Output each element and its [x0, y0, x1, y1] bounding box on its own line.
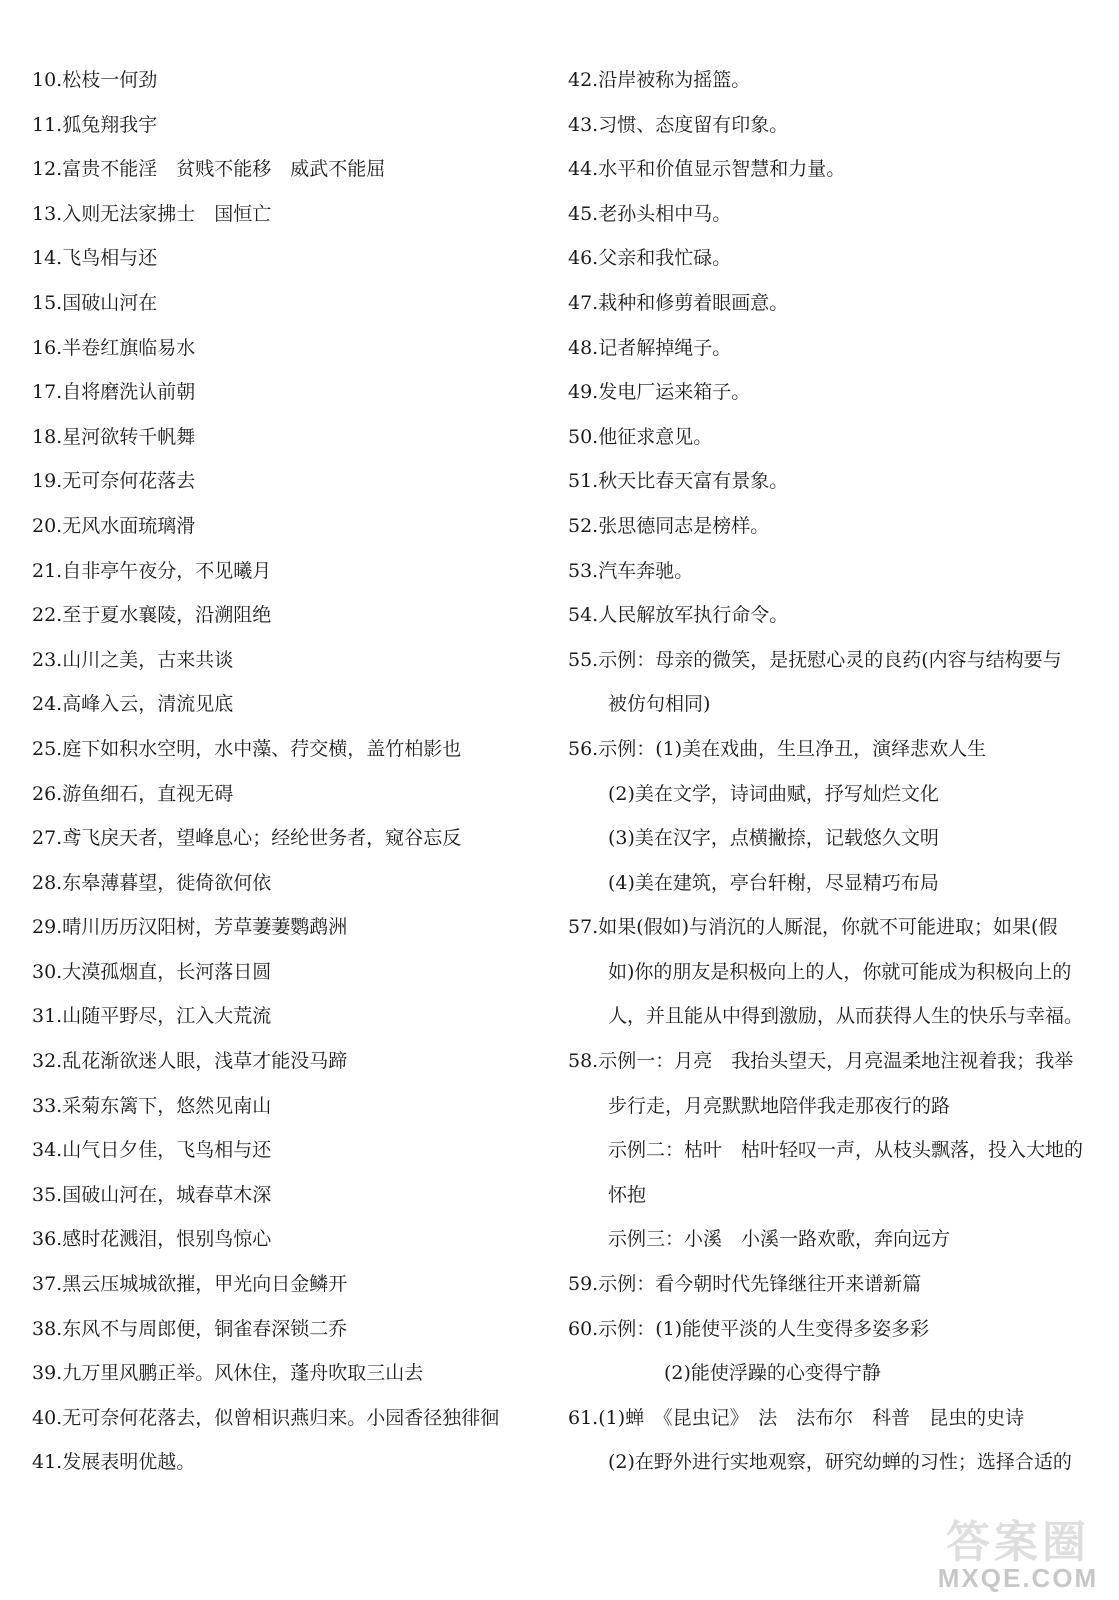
answer-line: 24.高峰入云，清流见底 [32, 693, 234, 716]
answer-line: 45.老孙头相中马。 [568, 202, 732, 225]
answer-line: 18.星河欲转千帆舞 [32, 425, 196, 448]
answer-line: 52.张思德同志是榜样。 [568, 514, 770, 537]
answer-line: (2)能使浮躁的心变得宁静 [664, 1362, 881, 1385]
answer-line: 25.庭下如积水空明，水中藻、荇交横，盖竹柏影也 [32, 737, 462, 760]
answer-line: 17.自将磨洗认前朝 [32, 381, 196, 404]
watermark-logo [923, 1506, 1113, 1596]
answer-line: 39.九万里风鹏正举。风休住，蓬舟吹取三山去 [32, 1362, 424, 1385]
answer-line: (4)美在建筑，亭台轩榭，尽显精巧布局 [608, 871, 939, 894]
answer-line: (2)美在文学，诗词曲赋，抒写灿烂文化 [608, 782, 939, 805]
answer-line: 被仿句相同) [608, 693, 711, 716]
answer-line: 42.沿岸被称为摇篮。 [568, 69, 751, 91]
answer-line: 43.习惯、态度留有印象。 [568, 113, 789, 136]
answer-line: 人，并且能从中得到激励，从而获得人生的快乐与幸福。 [608, 1005, 1084, 1028]
answer-line: 58.示例一：月亮 我抬头望天，月亮温柔地注视着我；我举 [568, 1050, 1074, 1073]
answer-line: 23.山川之美，古来共谈 [32, 648, 234, 671]
answer-line: 54.人民解放军执行命令。 [568, 604, 789, 627]
left-answer-column [32, 58, 552, 1485]
answer-line: 41.发展表明优越。 [32, 1451, 196, 1474]
answer-line: 35.国破山河在，城春草木深 [32, 1183, 272, 1206]
answer-line: 40.无可奈何花落去，似曾相识燕归来。小园香径独徘徊 [32, 1406, 500, 1429]
answer-line: 21.自非亭午夜分，不见曦月 [32, 559, 272, 582]
answer-line: 57.如果(假如)与消沉的人厮混，你就不可能进取；如果(假 [568, 916, 1058, 939]
answer-line: 36.感时花溅泪，恨别鸟惊心 [32, 1228, 272, 1251]
answer-line: 如)你的朋友是积极向上的人，你就可能成为积极向上的 [608, 960, 1072, 983]
answer-line: 22.至于夏水襄陵，沿溯阻绝 [32, 604, 272, 627]
answer-line: 26.游鱼细石，直视无碍 [32, 782, 234, 805]
answer-line: 48.记者解掉绳子。 [568, 336, 732, 359]
answer-line: 44.水平和价值显示智慧和力量。 [568, 158, 846, 181]
answer-line: 12.富贵不能淫 贫贱不能移 威武不能屈 [32, 158, 386, 181]
answer-line: 28.东皋薄暮望，徙倚欲何依 [32, 871, 272, 894]
answer-line: 51.秋天比春天富有景象。 [568, 470, 789, 493]
answer-line: 30.大漠孤烟直，长河落日圆 [32, 960, 272, 983]
answer-line: 31.山随平野尽，江入大荒流 [32, 1005, 272, 1028]
answer-line: 60.示例：(1)能使平淡的人生变得多姿多彩 [568, 1317, 930, 1340]
answer-line: 示例二：枯叶 枯叶轻叹一声，从枝头飘落，投入大地的 [608, 1139, 1084, 1162]
answer-line: (2)在野外进行实地观察，研究幼蝉的习性；选择合适的 [608, 1451, 1072, 1474]
answer-line: 11.狐兔翔我宇 [32, 113, 158, 136]
answer-line: 47.栽种和修剪着眼画意。 [568, 291, 789, 314]
answer-line: 29.晴川历历汉阳树，芳草萋萋鹦鹉洲 [32, 916, 348, 939]
watermark-site: MXQE.COM [937, 1563, 1099, 1593]
answer-line: 49.发电厂运来箱子。 [568, 381, 751, 404]
right-answer-column [568, 58, 1098, 1485]
answer-line: 55.示例：母亲的微笑，是抚慰心灵的良药(内容与结构要与 [568, 648, 1062, 671]
answer-line: 61.(1)蝉 《昆虫记》 法 法布尔 科普 昆虫的史诗 [568, 1406, 1025, 1429]
answer-line: 37.黑云压城城欲摧，甲光向日金鳞开 [32, 1273, 348, 1296]
answer-line: 14.飞鸟相与还 [32, 247, 158, 270]
answer-line: 50.他征求意见。 [568, 425, 713, 448]
answer-line: 46.父亲和我忙碌。 [568, 247, 732, 270]
answer-line: 56.示例：(1)美在戏曲，生旦净丑，演绎悲欢人生 [568, 737, 987, 760]
answer-line: 15.国破山河在 [32, 291, 158, 314]
answer-line: 19.无可奈何花落去 [32, 470, 196, 493]
answer-line: 10.松枝一何劲 [32, 69, 158, 91]
answer-line: 16.半卷红旗临易水 [32, 336, 196, 359]
answer-line: 怀抱 [608, 1183, 647, 1206]
watermark-chars: 答案圈 [946, 1517, 1090, 1568]
answer-line: 步行走，月亮默默地陪伴我走那夜行的路 [608, 1094, 951, 1117]
answer-line: 33.采菊东篱下，悠然见南山 [32, 1094, 272, 1117]
answer-line: 13.入则无法家拂士 国恒亡 [32, 202, 272, 225]
answer-line: 59.示例：看今朝时代先锋继往开来谱新篇 [568, 1273, 922, 1296]
answer-line: (3)美在汉字，点横撇捺，记载悠久文明 [608, 827, 939, 850]
answer-line: 38.东风不与周郎便，铜雀春深锁二乔 [32, 1317, 348, 1340]
answer-line: 53.汽车奔驰。 [568, 559, 694, 582]
answer-line: 20.无风水面琉璃滑 [32, 514, 196, 537]
answer-line: 27.鸢飞戾天者，望峰息心；经纶世务者，窥谷忘反 [32, 827, 462, 850]
answer-line: 32.乱花渐欲迷人眼，浅草才能没马蹄 [32, 1050, 348, 1073]
answer-line: 示例三：小溪 小溪一路欢歌，奔向远方 [608, 1228, 951, 1251]
answer-line: 34.山气日夕佳，飞鸟相与还 [32, 1139, 272, 1162]
